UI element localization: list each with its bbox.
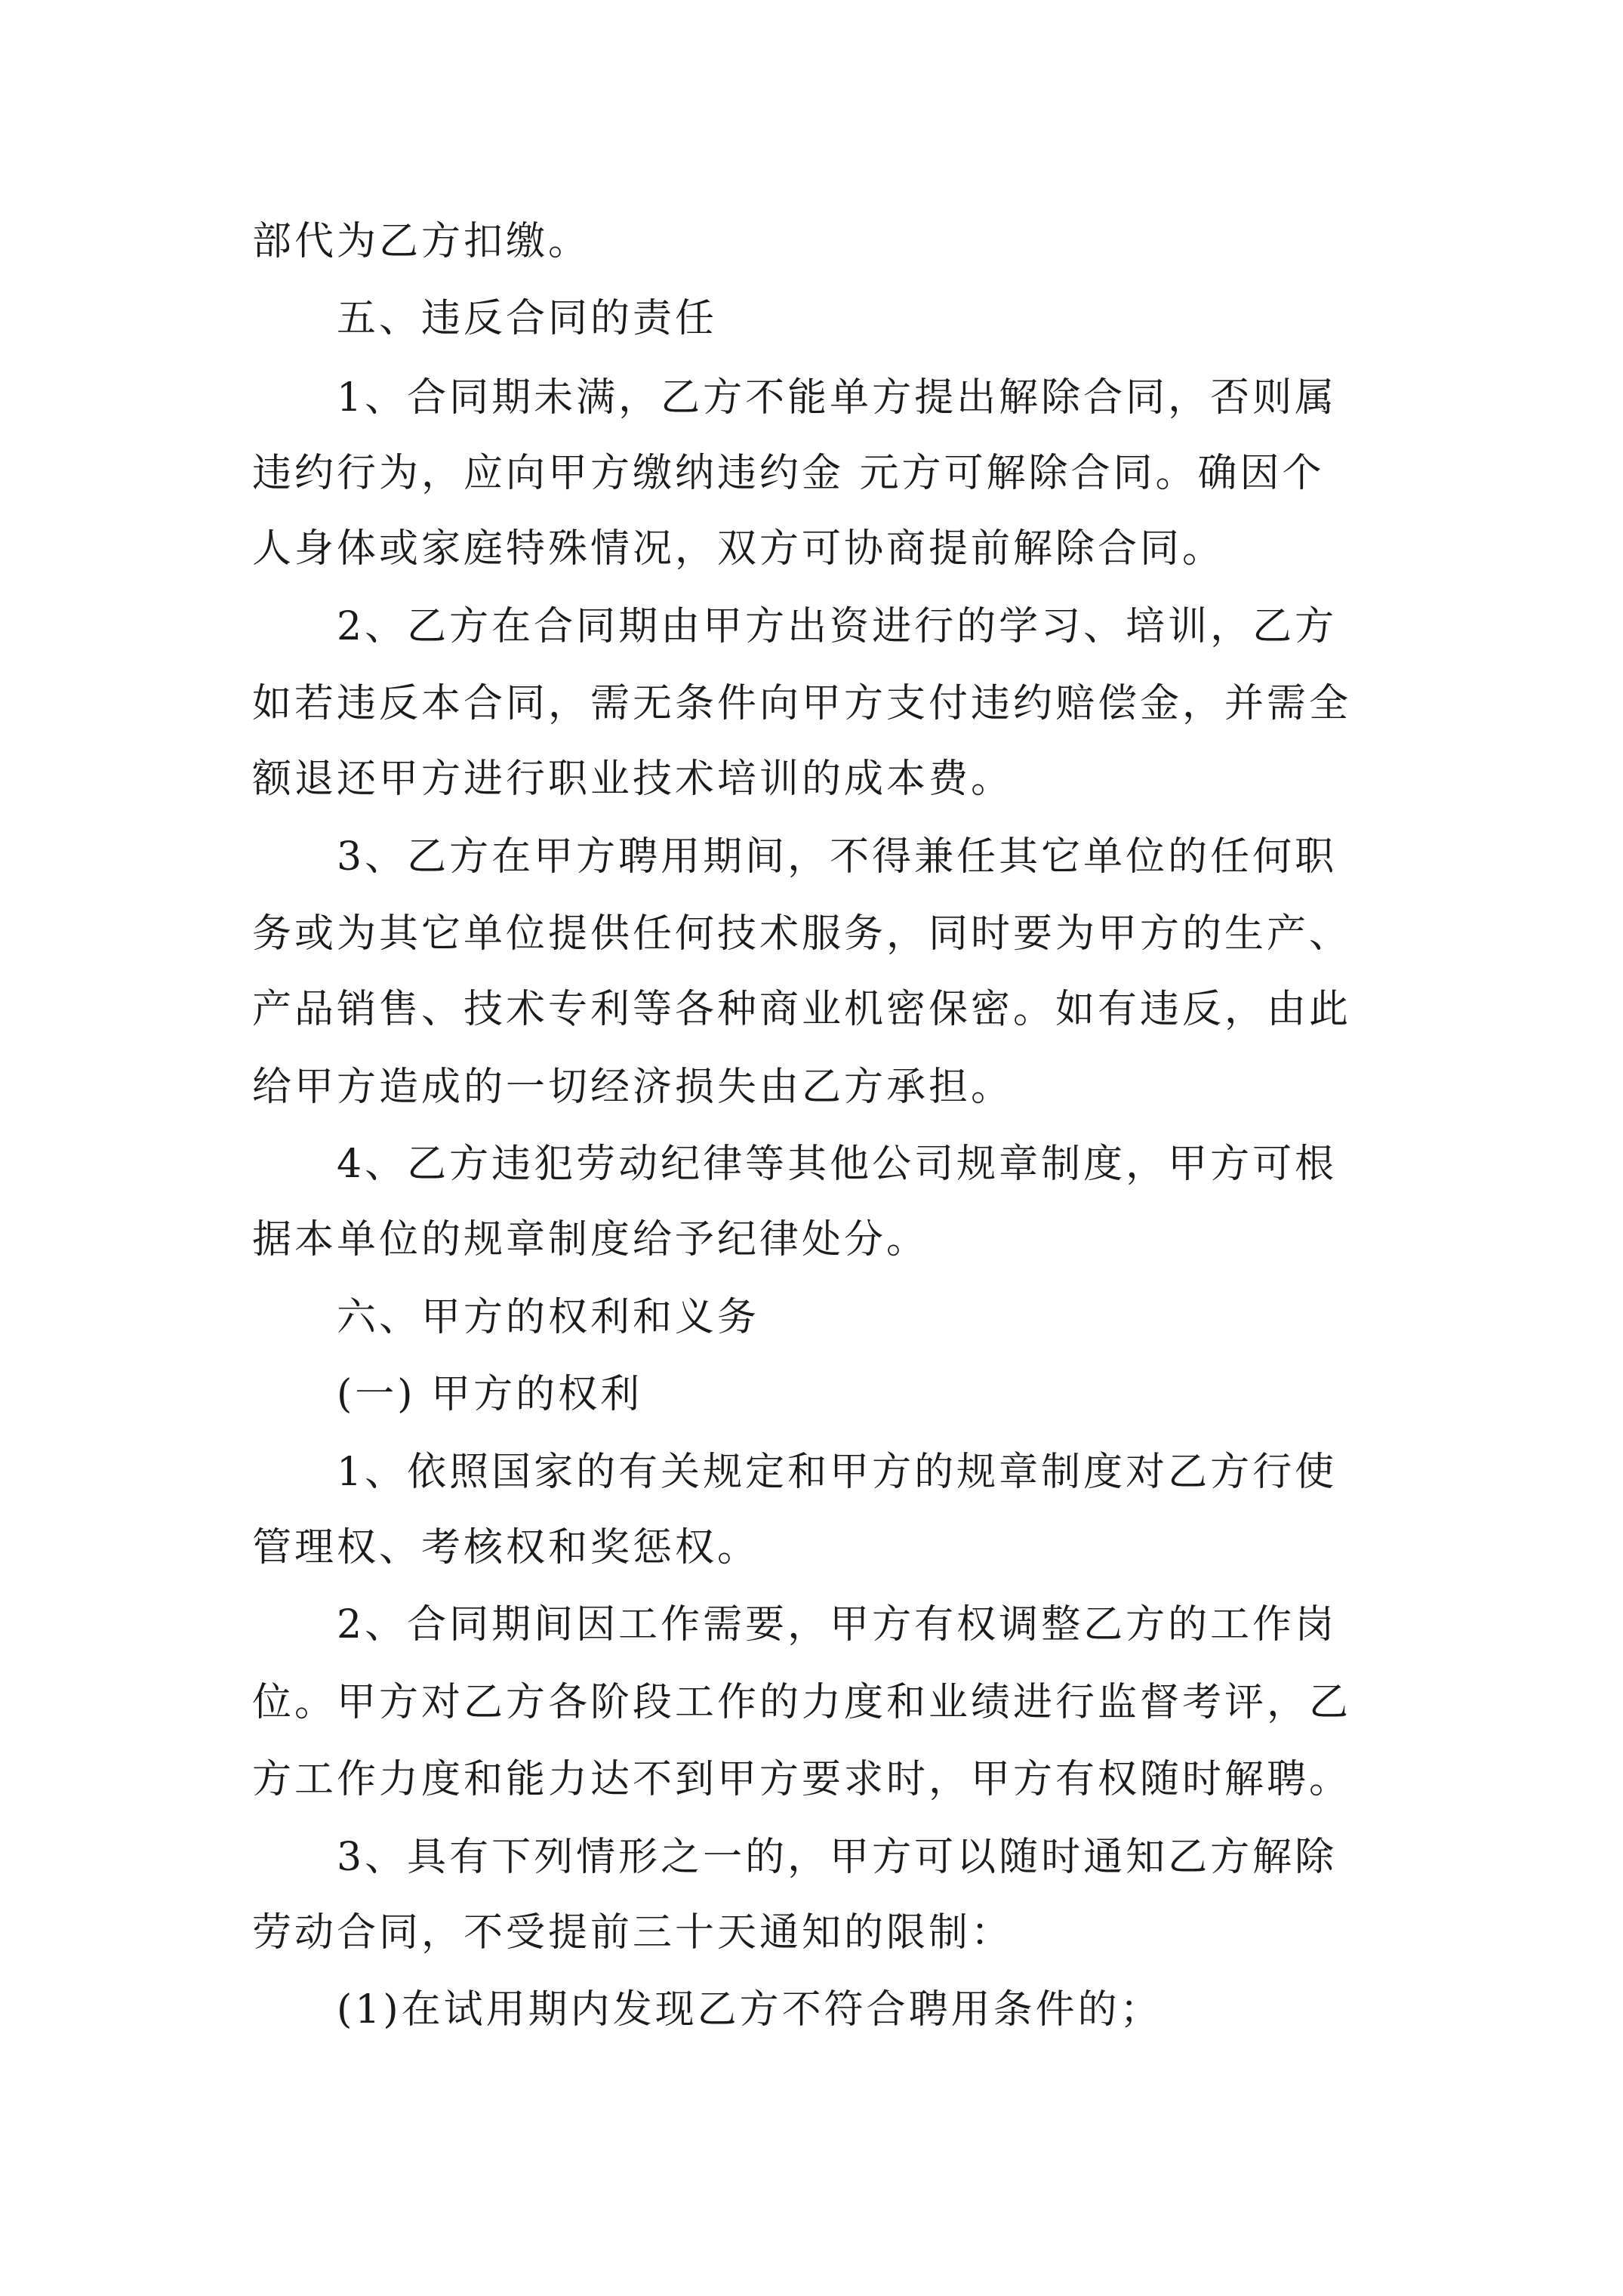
text-line: 据本单位的规章制度给予纪律处分。 xyxy=(252,1217,929,1262)
text-line: 3、乙方在甲方聘用期间，不得兼任其它单位的任何职 xyxy=(337,834,1338,880)
text-line: 3、具有下列情形之一的，甲方可以随时通知乙方解除 xyxy=(337,1835,1338,1880)
text-line: 人身体或家庭特殊情况，双方可协商提前解除合同。 xyxy=(252,526,1225,572)
text-line: 产品销售、技术专利等各种商业机密保密。如有违反，由此 xyxy=(252,987,1352,1032)
text-line: 2、乙方在合同期由甲方出资进行的学习、培训，乙方 xyxy=(337,604,1338,649)
text-line: 2、合同期间因工作需要，甲方有权调整乙方的工作岗 xyxy=(337,1602,1338,1647)
text-line: 4、乙方违犯劳动纪律等其他公司规章制度，甲方可根 xyxy=(337,1142,1338,1187)
text-line: 务或为其它单位提供任何技术服务，同时要为甲方的生产、 xyxy=(252,911,1352,957)
subsection-heading: (一) 甲方的权利 xyxy=(337,1372,643,1417)
text-line: 劳动合同，不受提前三十天通知的限制： xyxy=(252,1910,1014,1955)
text-line: 1、合同期未满，乙方不能单方提出解除合同，否则属 xyxy=(337,375,1338,421)
text-line: 如若违反本合同，需无条件向甲方支付违约赔偿金，并需全 xyxy=(252,681,1352,726)
text-line: 管理权、考核权和奖惩权。 xyxy=(252,1525,760,1570)
text-line: 方工作力度和能力达不到甲方要求时，甲方有权随时解聘。 xyxy=(252,1757,1352,1802)
section-heading: 五、违反合同的责任 xyxy=(337,296,718,341)
text-line: 位。甲方对乙方各阶段工作的力度和业绩进行监督考评，乙 xyxy=(252,1680,1352,1725)
section-heading: 六、甲方的权利和义务 xyxy=(337,1295,760,1340)
text-line: (1)在试用期内发现乙方不符合聘用条件的； xyxy=(337,1987,1163,2032)
text-line: 部代为乙方扣缴。 xyxy=(252,219,591,264)
text-line: 额退还甲方进行职业技术培训的成本费。 xyxy=(252,757,1014,802)
text-line: 违约行为，应向甲方缴纳违约金 元方可解除合同。确因个 xyxy=(252,451,1325,496)
text-line: 给甲方造成的一切经济损失由乙方承担。 xyxy=(252,1065,1014,1110)
text-line: 1、依照国家的有关规定和甲方的规章制度对乙方行使 xyxy=(337,1450,1338,1495)
